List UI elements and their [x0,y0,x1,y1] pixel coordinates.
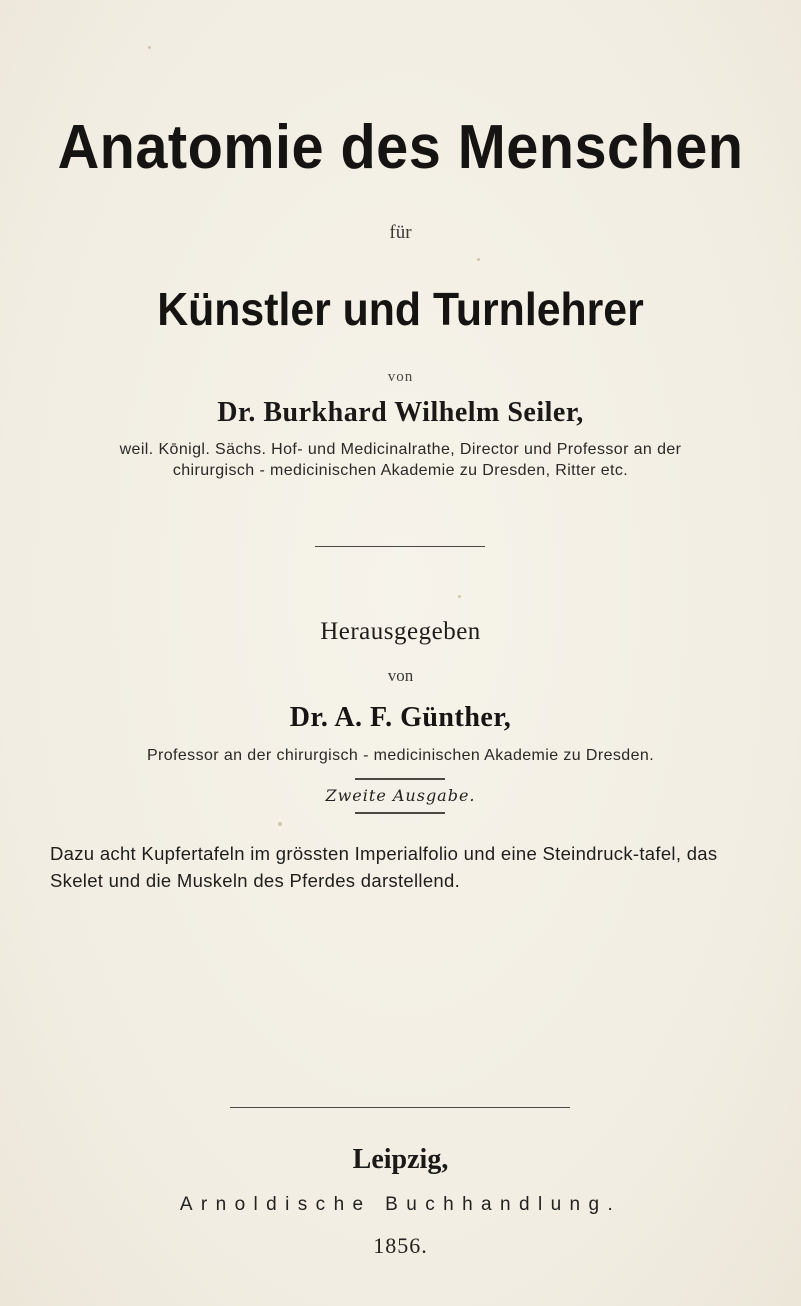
supplement-note: Dazu acht Kupfertafeln im grössten Imperialfolio und eine Steindruck-tafel, das Skelet und die Muskeln des Pferdes darstellend. [50,843,718,891]
author-description [0,439,801,481]
author-name: Dr. Burkhard Wilhelm Seiler, [217,397,584,428]
edited-label: Herausgegeben [320,618,481,645]
book-subtitle: Künstler und Turnlehrer [157,283,644,335]
by-label: von [387,666,414,685]
divider [230,1107,570,1108]
title-connector: für [389,222,412,243]
paper-speck [477,258,480,261]
imprint-city: Leipzig, [352,1144,449,1175]
divider [355,812,445,814]
edition-label: Zweite Ausgabe. [325,786,476,805]
imprint-publisher: Arnoldische Buchhandlung. [179,1194,622,1215]
divider [355,778,445,780]
paper-speck [278,822,282,826]
book-title: Anatomie des Menschen [57,113,744,182]
imprint-year: 1856. [373,1233,428,1258]
paper-speck [458,595,461,598]
editor-description: Professor an der chirurgisch - medicinischen Akademie zu Dresden. [146,747,655,764]
editor-name: Dr. A. F. Günther, [289,702,512,733]
by-label: von [387,369,414,385]
author-description-line: weil. Kōnigl. Sächs. Hof- und Medicinalrathe, Director und Professor an der [119,441,682,458]
divider [315,546,485,547]
author-description-line: chirurgisch - medicinischen Akademie zu Dresden, Ritter etc. [172,462,629,479]
paper-speck [148,46,151,49]
